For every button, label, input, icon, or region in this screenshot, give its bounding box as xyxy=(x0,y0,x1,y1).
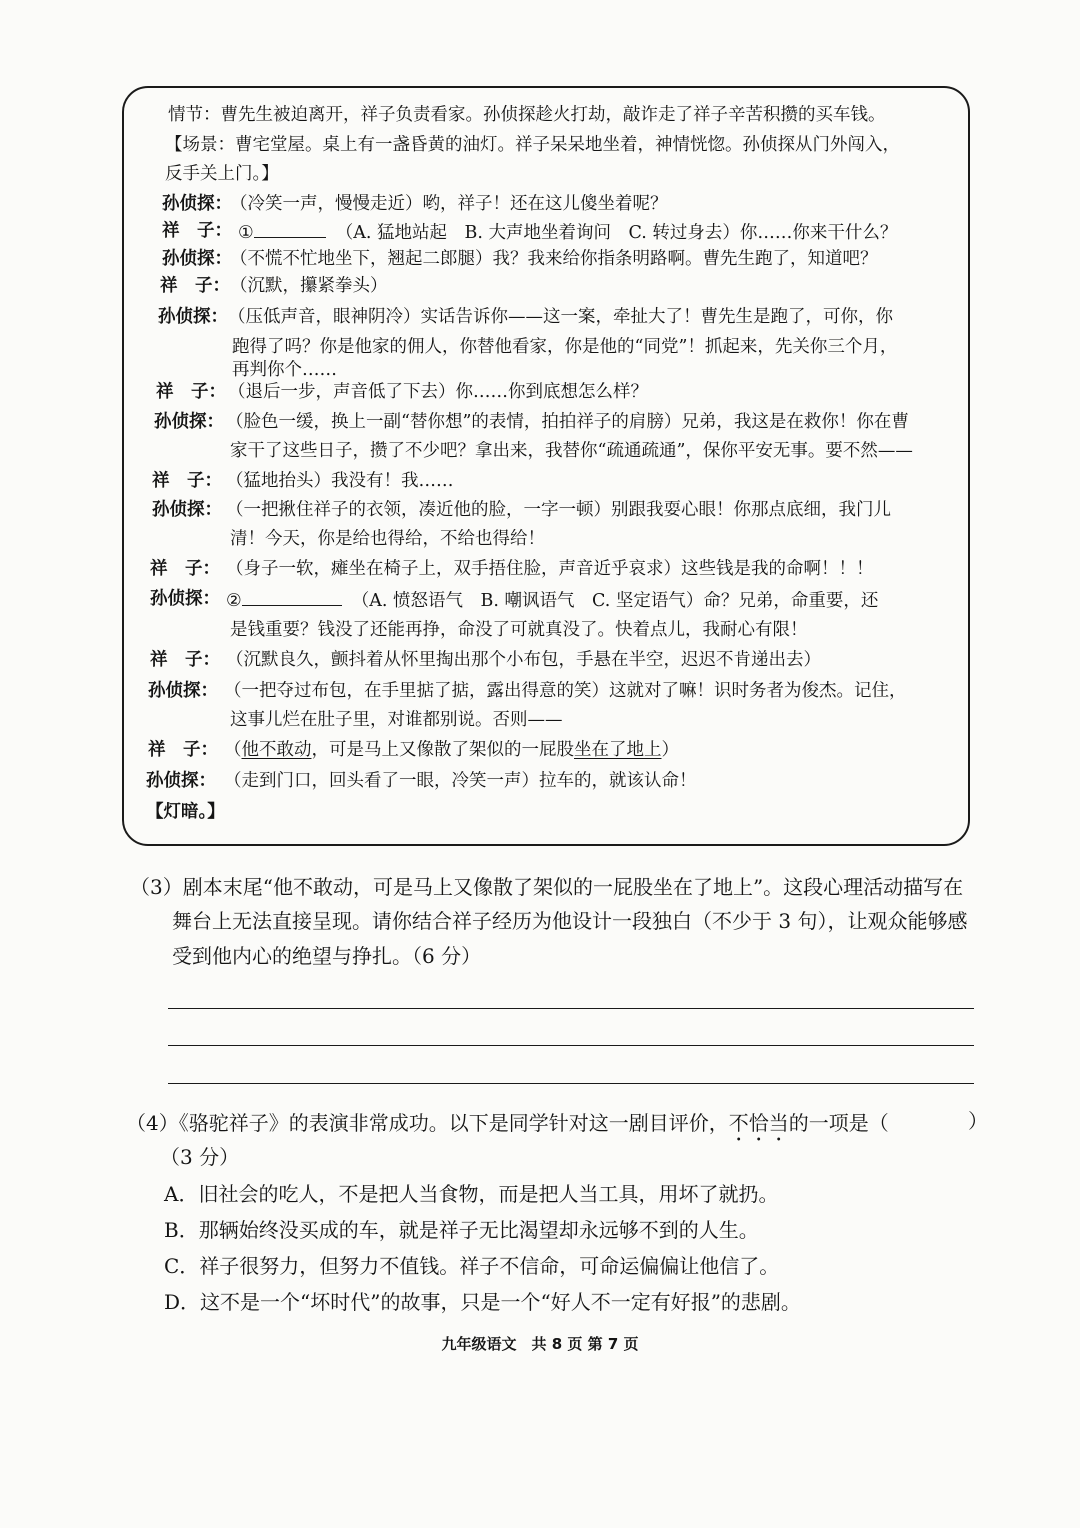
dialogue-8-cont-1: 清！今天，你是给也得给，不给也得给！ xyxy=(230,529,545,549)
speaker-xiangzi-5: 祥 子： xyxy=(156,382,226,402)
q4-stem-pre: （4）《骆驼祥子》的表演非常成功。以下是同学针对这一剧目评价， xyxy=(126,1111,729,1135)
blank-1-answer-line[interactable] xyxy=(254,223,326,238)
speaker-sun-4: 孙侦探： xyxy=(158,307,228,327)
q4-stem xyxy=(126,1111,889,1146)
blank-2-options: （A. 愤怒语气 B. 嘲讽语气 C. 坚定语气）命？兄弟，命重要，还 xyxy=(351,591,879,611)
q4-answer-close-paren[interactable]: ） xyxy=(968,1109,988,1133)
page-footer: 九年级语文 共 8 页 第 7 页 xyxy=(441,1335,639,1353)
dialogue-3: （沉默，攥紧拳头） xyxy=(230,276,388,296)
dialogue-7: （猛地抬头）我没有！我…… xyxy=(226,471,454,491)
plot-line: 情节：曹先生被迫离开，祥子负责看家。孙侦探趁火打劫，敲诈走了祥子辛苦积攒的买车钱。 xyxy=(168,105,886,125)
speaker-sun-12: 孙侦探： xyxy=(148,681,218,701)
speaker-xiangzi-7: 祥 子： xyxy=(152,471,222,491)
q4-option-b: B．那辆始终没买成的车，就是祥子无比渴望却永远够不到的人生。 xyxy=(164,1218,759,1242)
blank-2-label: ② xyxy=(226,591,242,611)
dialogue-1 xyxy=(238,223,897,243)
dialogue-10-cont-1: 是钱重要？钱没了还能再挣，命没了可就真没了。快着点儿，我耐心有限！ xyxy=(230,620,808,640)
dialogue-2: （不慌不忙地坐下，翘起二郎腿）我？我来给你指条明路啊。曹先生跑了，知道吧？ xyxy=(230,249,878,269)
q4-emphasis: 不恰当 xyxy=(728,1111,789,1135)
speaker-sun-14: 孙侦探： xyxy=(146,771,216,791)
speaker-sun-2: 孙侦探： xyxy=(162,249,232,269)
dialogue-13-mid: ，可是马上又像散了架似的一屁股 xyxy=(311,740,574,760)
q3-line-2: 舞台上无法直接呈现。请你结合祥子经历为他设计一段独白（不少于 3 句），让观众能够感 xyxy=(172,909,968,933)
dialogue-9: （身子一软，瘫坐在椅子上，双手捂住脸，声音近乎哀求）这些钱是我的命啊！！！ xyxy=(226,559,874,579)
q3-answer-line-2[interactable] xyxy=(168,1045,974,1046)
q4-option-a: A．旧社会的吃人，不是把人当食物，而是把人当工具，用坏了就扔。 xyxy=(164,1182,779,1206)
dialogue-0: （冷笑一声，慢慢走近）哟，祥子！还在这儿傻坐着呢？ xyxy=(230,194,668,214)
dialogue-14: （走到门口，回头看了一眼，冷笑一声）拉车的，就该认命！ xyxy=(224,771,697,791)
dialogue-4-cont-2: 再判你个…… xyxy=(232,360,337,380)
q4-option-c: C．祥子很努力，但努力不值钱。祥子不信命，可命运偏偏让他信了。 xyxy=(164,1254,780,1278)
scene-line-1: 【场景：曹宅堂屋。桌上有一盏昏黄的油灯。祥子呆呆地坐着，神情恍惚。孙侦探从门外闯入， xyxy=(165,135,900,155)
q3-answer-line-3[interactable] xyxy=(168,1083,974,1084)
dialogue-11: （沉默良久，颤抖着从怀里掏出那个小布包，手悬在半空，迟迟不肯递出去） xyxy=(226,650,821,670)
q4-stem-post: 的一项是（ xyxy=(788,1111,889,1135)
blank-2-answer-line[interactable] xyxy=(242,591,342,606)
speaker-xiangzi-1: 祥 子： xyxy=(162,221,232,241)
dialogue-6-cont-1: 家干了这些日子，攒了不少吧？拿出来，我替你“疏通疏通”，保你平安无事。要不然—— xyxy=(230,441,913,461)
speaker-sun-6: 孙侦探： xyxy=(154,412,224,432)
underlined-phrase-1: 他不敢动 xyxy=(241,740,312,760)
q3-answer-line-1[interactable] xyxy=(168,1008,974,1009)
speaker-xiangzi-3: 祥 子： xyxy=(160,276,230,296)
dialogue-10 xyxy=(226,591,878,611)
dialogue-12-cont-1: 这事儿烂在肚子里，对谁都别说。否则—— xyxy=(230,710,563,730)
speaker-sun-0: 孙侦探： xyxy=(162,194,232,214)
dialogue-4-cont-1: 跑得了吗？你是他家的佣人，你替他看家，你是他的“同党”！抓起来，先关你三个月， xyxy=(232,337,898,357)
underlined-phrase-2: 坐在了地上 xyxy=(574,740,662,760)
speaker-sun-10: 孙侦探： xyxy=(150,589,220,609)
dialogue-4: （压低声音，眼神阴冷）实话告诉你——这一案，牵扯大了！曹先生是跑了，可你，你 xyxy=(228,307,893,327)
speaker-xiangzi-9: 祥 子： xyxy=(150,559,220,579)
q4-score: （3 分） xyxy=(160,1145,240,1169)
dialogue-5: （退后一步，声音低了下去）你……你到底想怎么样？ xyxy=(228,382,648,402)
q4-option-d: D．这不是一个“坏时代”的故事，只是一个“好人不一定有好报”的悲剧。 xyxy=(164,1290,801,1314)
blank-1-options: （A. 猛地站起 B. 大声地坐着询问 C. 转过身去）你……你来干什么？ xyxy=(335,223,898,243)
q3-line-1: （3）剧本末尾“他不敢动，可是马上又像散了架似的一屁股坐在了地上”。这段心理活动描写在 xyxy=(130,875,964,899)
dialogue-6: （脸色一缓，换上一副“替你想”的表情，拍拍祥子的肩膀）兄弟，我这是在救你！你在曹 xyxy=(226,412,909,432)
q3-line-3: 受到他内心的绝望与挣扎。（6 分） xyxy=(172,944,482,968)
speaker-xiangzi-11: 祥 子： xyxy=(150,650,220,670)
speaker-xiangzi-13: 祥 子： xyxy=(148,740,218,760)
scene-line-2: 反手关上门。】 xyxy=(165,164,279,184)
blank-1-label: ① xyxy=(238,223,254,243)
dialogue-13: （他不敢动，可是马上又像散了架似的一屁股坐在了地上） xyxy=(224,740,679,760)
stage-direction-end: 【灯暗。】 xyxy=(146,802,225,822)
speaker-sun-8: 孙侦探： xyxy=(152,500,222,520)
dialogue-12: （一把夺过布包，在手里掂了掂，露出得意的笑）这就对了嘛！识时务者为俊杰。记住， xyxy=(224,681,907,701)
dialogue-8: （一把揪住祥子的衣领，凑近他的脸，一字一顿）别跟我耍心眼！你那点底细，我门儿 xyxy=(226,500,891,520)
